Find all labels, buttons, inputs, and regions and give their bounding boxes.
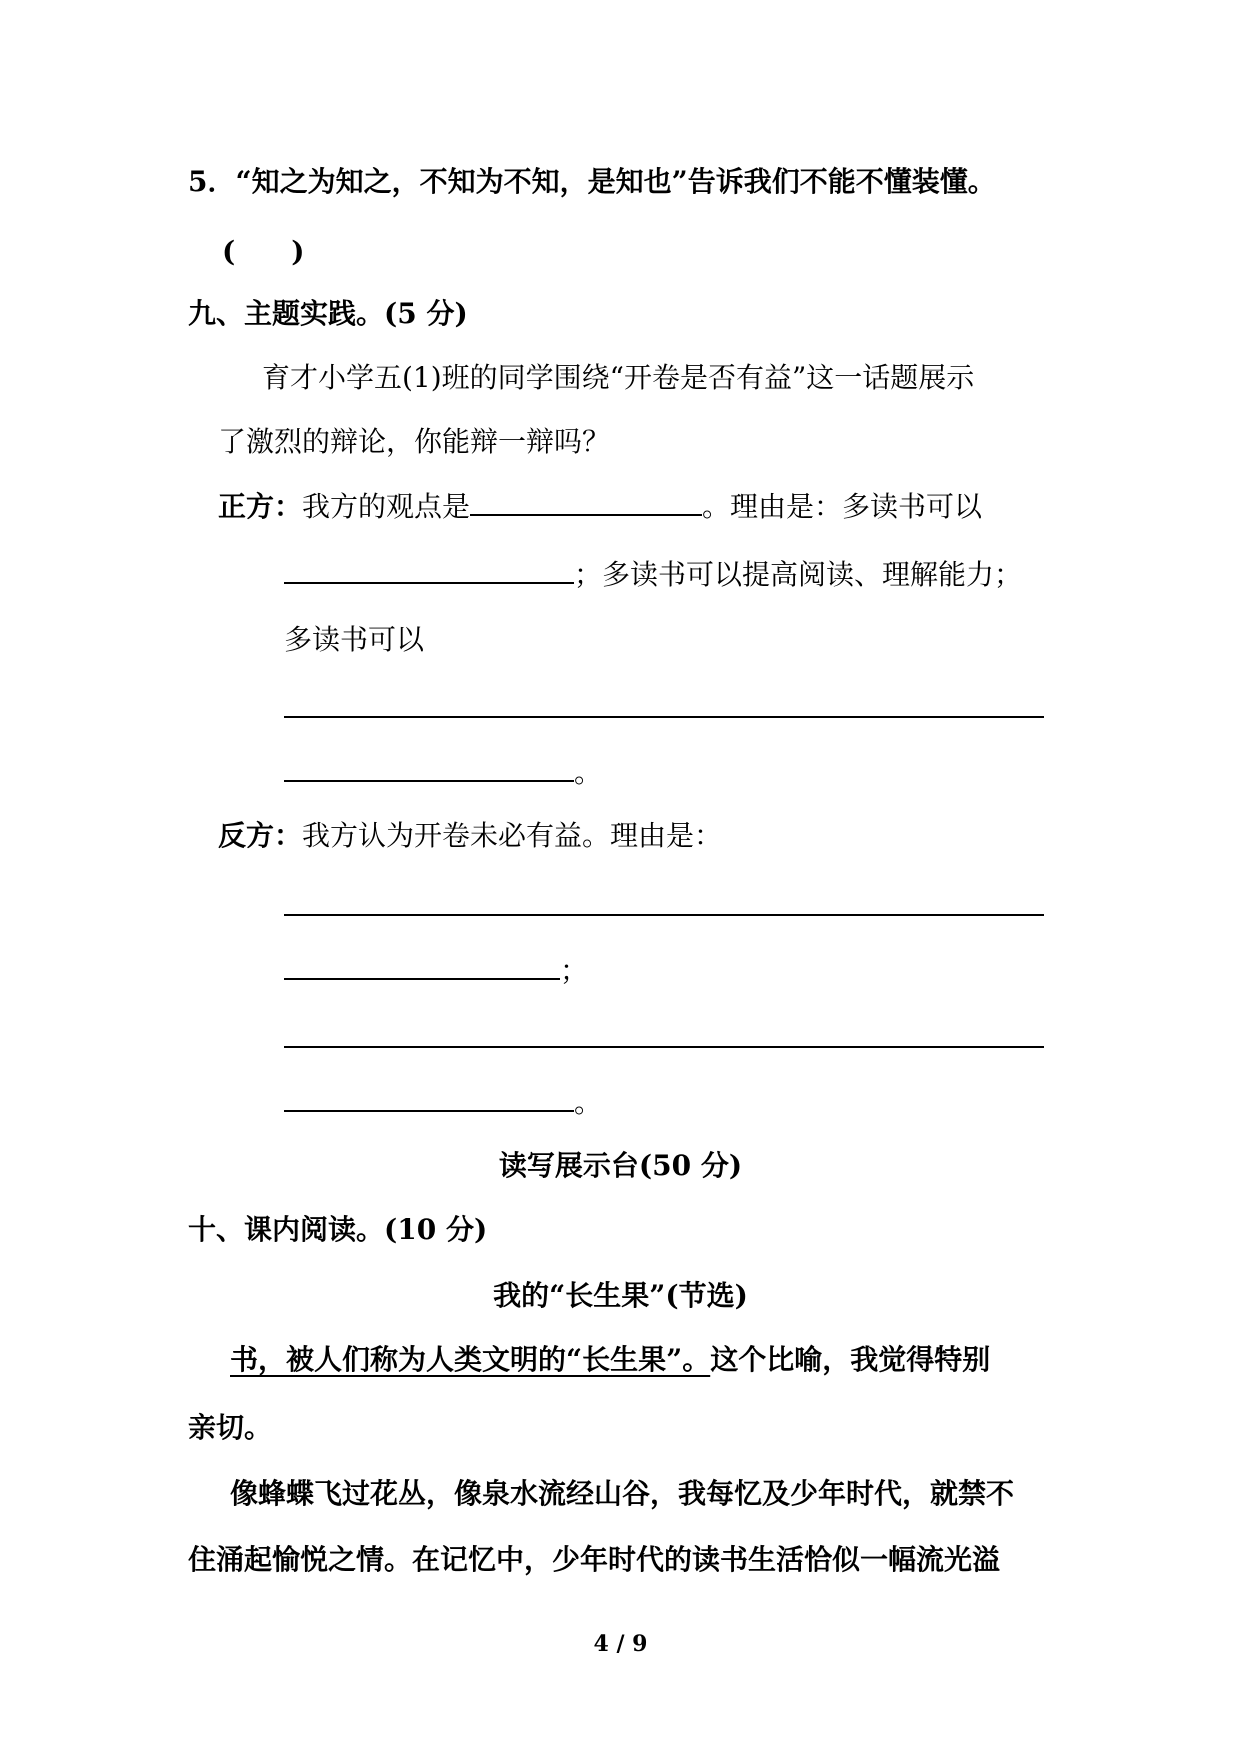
passage-p2-line1: 像蜂蝶飞过花丛，像泉水流经山谷，我每忆及少年时代，就禁不 [230, 1477, 1015, 1510]
con-semicolon: ； [560, 954, 589, 987]
q5-text: “知之为知之，不知为不知，是知也”告诉我们不能不懂装懂。 [235, 165, 996, 198]
passage-p2-line2: 住涌起愉悦之情。在记忆中，少年时代的读书生活恰似一幅流光溢 [188, 1543, 1001, 1576]
part-title: 读写展示台(50 分) [498, 1149, 743, 1182]
con-line3 [284, 952, 588, 989]
section10-heading: 十、课内阅读。(10 分) [188, 1213, 488, 1246]
passage-p1-line1 [230, 1342, 990, 1378]
pro-text1: 我方的观点是 [302, 490, 471, 523]
page-number: 4 / 9 [593, 1631, 648, 1657]
pro-text3: ；多读书可以提高阅读、理解能力； [574, 558, 1023, 591]
pro-text4: 多读书可以 [284, 623, 425, 656]
con-reason1-blank-line1[interactable] [284, 914, 1044, 916]
pro-viewpoint-blank[interactable] [470, 488, 702, 516]
pro-reason1-blank[interactable] [284, 556, 574, 584]
pro-end: 。 [574, 756, 603, 789]
q5-answer-paren: ( ) [222, 235, 305, 268]
con-reason1-blank-line2[interactable] [284, 952, 560, 980]
pro-line2 [284, 556, 1022, 593]
con-reason2-blank-line1[interactable] [284, 1046, 1044, 1048]
passage-p1-underlined: 书，被人们称为人类文明的“长生果”。 [230, 1343, 711, 1376]
passage-p1-line2: 亲切。 [188, 1411, 273, 1444]
section9-intro-line1: 育才小学五(1)班的同学围绕“开卷是否有益”这一话题展示 [262, 361, 975, 394]
pro-line1 [218, 488, 982, 525]
q5-number: 5． [188, 165, 236, 198]
section9-intro-line2: 了激烈的辩论，你能辩一辩吗？ [218, 425, 611, 458]
pro-reason3-blank-line1[interactable] [284, 716, 1044, 718]
con-label: 反方： [218, 819, 303, 852]
con-line5 [284, 1084, 602, 1121]
pro-text2: 。理由是：多读书可以 [702, 490, 983, 523]
con-line1 [218, 818, 722, 854]
pro-reason3-blank-line2[interactable] [284, 754, 574, 782]
pro-label: 正方： [218, 490, 303, 523]
passage-title: 我的“长生果”(节选) [493, 1279, 748, 1312]
con-reason2-blank-line2[interactable] [284, 1084, 574, 1112]
section9-heading: 九、主题实践。(5 分) [188, 297, 468, 330]
con-end: 。 [574, 1086, 603, 1119]
pro-line5 [284, 754, 602, 791]
con-text1: 我方认为开卷未必有益。理由是： [302, 819, 723, 852]
passage-p1-rest: 这个比喻，我觉得特别 [710, 1343, 991, 1376]
q5-line [188, 164, 996, 200]
